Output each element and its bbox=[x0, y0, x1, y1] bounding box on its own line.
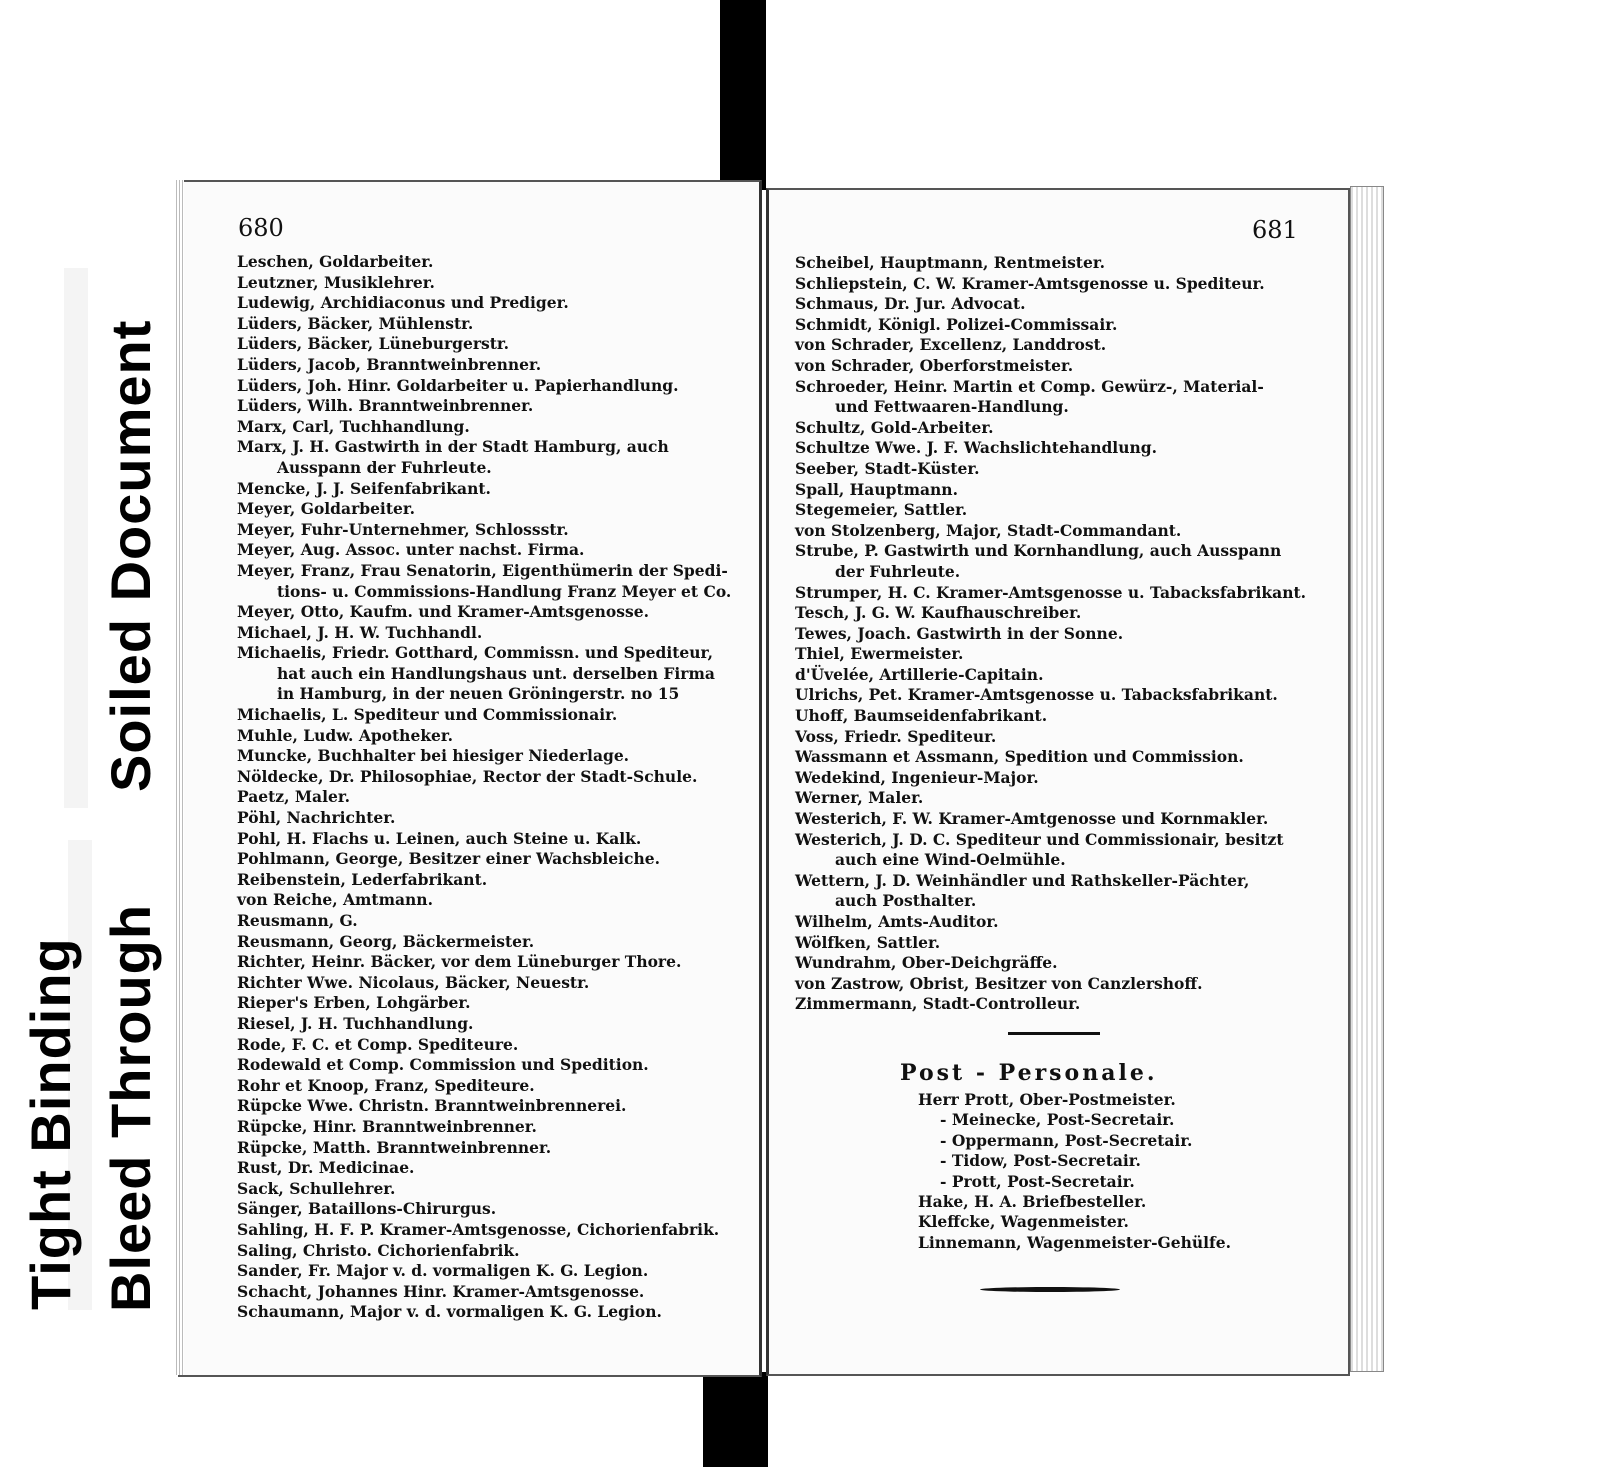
list-item: Rohr et Knoop, Franz, Spediteure. bbox=[237, 1075, 535, 1095]
list-item: Kleffcke, Wagenmeister. bbox=[918, 1212, 1129, 1232]
bleed-through-label: Bleed Through bbox=[99, 903, 162, 1312]
list-item: Rodewald et Comp. Commission und Spedition. bbox=[237, 1055, 649, 1075]
list-item: von Stolzenberg, Major, Stadt-Commandant. bbox=[795, 520, 1182, 540]
list-item-continuation: in Hamburg, in der neuen Gröningerstr. no 15 bbox=[277, 684, 680, 704]
list-item: Michaelis, L. Spediteur und Commissionair. bbox=[237, 705, 618, 725]
list-item: Wassmann et Assmann, Spedition und Commission. bbox=[795, 747, 1244, 767]
list-item-continuation: der Fuhrleute. bbox=[835, 561, 961, 581]
list-item: Paetz, Maler. bbox=[237, 787, 350, 807]
list-item: Mencke, J. J. Seifenfabrikant. bbox=[237, 478, 491, 498]
list-item: Pöhl, Nachrichter. bbox=[237, 808, 396, 828]
list-item: Pohl, H. Flachs u. Leinen, auch Steine u. Kalk. bbox=[237, 828, 642, 848]
list-item: Voss, Friedr. Spediteur. bbox=[795, 726, 997, 746]
list-item: Rust, Dr. Medicinae. bbox=[237, 1158, 415, 1178]
list-item: Rüpcke Wwe. Christn. Branntweinbrennerei. bbox=[237, 1096, 627, 1116]
list-item: Linnemann, Wagenmeister-Gehülfe. bbox=[918, 1232, 1231, 1252]
soiled-document-label: Soiled Document bbox=[99, 319, 162, 792]
list-item: Wedekind, Ingenieur-Major. bbox=[795, 767, 1039, 787]
list-item: Pohlmann, George, Besitzer einer Wachsbleiche. bbox=[237, 849, 660, 869]
list-item: Rieper's Erben, Lohgärber. bbox=[237, 993, 471, 1013]
list-item: Richter Wwe. Nicolaus, Bäcker, Neuestr. bbox=[237, 972, 590, 992]
list-item: Marx, Carl, Tuchhandlung. bbox=[237, 416, 470, 436]
list-item: Sänger, Bataillons-Chirurgus. bbox=[237, 1199, 497, 1219]
list-item: Zimmermann, Stadt-Controlleur. bbox=[795, 994, 1081, 1014]
list-item: Seeber, Stadt-Küster. bbox=[795, 458, 980, 478]
list-item: Lüders, Bäcker, Mühlenstr. bbox=[237, 313, 474, 333]
list-item: - Oppermann, Post-Secretair. bbox=[940, 1130, 1193, 1150]
list-item: Wilhelm, Amts-Auditor. bbox=[795, 912, 999, 931]
list-item: Rode, F. C. et Comp. Spediteure. bbox=[237, 1034, 519, 1054]
left-page-edge bbox=[176, 180, 184, 1375]
list-item-continuation: und Fettwaaren-Handlung. bbox=[835, 397, 1069, 417]
list-item: Scheibel, Hauptmann, Rentmeister. bbox=[795, 253, 1105, 272]
list-item: Riesel, J. H. Tuchhandlung. bbox=[237, 1013, 474, 1033]
list-item: Schultz, Gold-Arbeiter. bbox=[795, 417, 994, 437]
list-item: Wölfken, Sattler. bbox=[795, 932, 941, 952]
end-ornament bbox=[980, 1287, 1120, 1292]
list-item: Leutzner, Musiklehrer. bbox=[237, 272, 435, 292]
list-item: Lüders, Wilh. Branntweinbrenner. bbox=[237, 396, 534, 416]
right-page-edge bbox=[1350, 186, 1384, 1372]
list-item: Schliepstein, C. W. Kramer-Amtsgenosse u. Spediteur. bbox=[795, 273, 1265, 293]
list-item: d'Üvelée, Artillerie-Capitain. bbox=[795, 664, 1044, 684]
list-item: Schroeder, Heinr. Martin et Comp. Gewürz-, Material- bbox=[795, 376, 1264, 396]
list-item: Werner, Maler. bbox=[795, 788, 924, 808]
list-item: Meyer, Franz, Frau Senatorin, Eigenthümerin der Spedi- bbox=[237, 560, 728, 580]
list-item: Strube, P. Gastwirth und Kornhandlung, auch Ausspann bbox=[795, 541, 1282, 561]
list-item: Herr Prott, Ober-Postmeister. bbox=[918, 1090, 1176, 1109]
list-item: Nöldecke, Dr. Philosophiae, Rector der Stadt-Schule. bbox=[237, 766, 698, 786]
list-item: Reusmann, G. bbox=[237, 911, 358, 930]
list-item-continuation: auch eine Wind-Oelmühle. bbox=[835, 850, 1066, 870]
list-item: Schacht, Johannes Hinr. Kramer-Amtsgenosse. bbox=[237, 1281, 645, 1301]
list-item: Saling, Christo. Cichorienfabrik. bbox=[237, 1240, 520, 1260]
tight-binding-label: Tight Binding bbox=[19, 937, 82, 1310]
list-item: Tewes, Joach. Gastwirth in der Sonne. bbox=[795, 623, 1124, 643]
label-backdrop-upper bbox=[64, 268, 88, 808]
list-item: Leschen, Goldarbeiter. bbox=[237, 252, 434, 271]
list-item: - Meinecke, Post-Secretair. bbox=[940, 1110, 1175, 1130]
section-divider bbox=[1008, 1032, 1100, 1035]
list-item: Reusmann, Georg, Bäckermeister. bbox=[237, 931, 535, 951]
list-item: Meyer, Aug. Assoc. unter nachst. Firma. bbox=[237, 540, 585, 560]
list-item: Meyer, Otto, Kaufm. und Kramer-Amtsgenosse. bbox=[237, 602, 649, 622]
post-personale-list bbox=[918, 1090, 1231, 1253]
list-item: Meyer, Fuhr-Unternehmer, Schlossstr. bbox=[237, 519, 569, 539]
list-item: Westerich, J. D. C. Spediteur und Commissionair, besitzt bbox=[795, 829, 1284, 849]
list-item-continuation: tions- u. Commissions-Handlung Franz Meyer et Co. bbox=[277, 581, 732, 601]
list-item: Schmidt, Königl. Polizei-Commissair. bbox=[795, 314, 1118, 334]
list-item: Meyer, Goldarbeiter. bbox=[237, 499, 415, 519]
right-directory-list bbox=[795, 253, 1305, 1015]
list-item: Uhoff, Baumseidenfabrikant. bbox=[795, 706, 1048, 726]
list-item: - Tidow, Post-Secretair. bbox=[940, 1151, 1141, 1171]
list-item: Westerich, F. W. Kramer-Amtgenosse und Kornmakler. bbox=[795, 809, 1269, 829]
list-item: Thiel, Ewermeister. bbox=[795, 644, 964, 664]
list-item: Michael, J. H. W. Tuchhandl. bbox=[237, 622, 483, 642]
list-item: Richter, Heinr. Bäcker, vor dem Lüneburger Thore. bbox=[237, 952, 682, 972]
list-item: Spall, Hauptmann. bbox=[795, 479, 958, 499]
list-item-continuation: auch Posthalter. bbox=[835, 891, 977, 911]
binding-strip-top bbox=[720, 0, 766, 190]
list-item: Stegemeier, Sattler. bbox=[795, 500, 968, 520]
post-personale-heading: Post - Personale. bbox=[900, 1060, 1158, 1086]
list-item: Sack, Schullehrer. bbox=[237, 1178, 396, 1198]
list-item: von Reiche, Amtmann. bbox=[237, 890, 433, 910]
list-item: Marx, J. H. Gastwirth in der Stadt Hamburg, auch bbox=[237, 437, 669, 457]
list-item: Schmaus, Dr. Jur. Advocat. bbox=[795, 294, 1026, 314]
list-item: Lüders, Jacob, Branntweinbrenner. bbox=[237, 354, 542, 374]
list-item: Reibenstein, Lederfabrikant. bbox=[237, 869, 488, 889]
list-item: von Schrader, Oberforstmeister. bbox=[795, 355, 1074, 375]
list-item: Rüpcke, Matth. Branntweinbrenner. bbox=[237, 1137, 552, 1157]
list-item: Sander, Fr. Major v. d. vormaligen K. G. Legion. bbox=[237, 1261, 649, 1281]
list-item: Tesch, J. G. W. Kaufhauschreiber. bbox=[795, 603, 1082, 623]
list-item: Wettern, J. D. Weinhändler und Rathskeller-Pächter, bbox=[795, 870, 1250, 890]
list-item: Sahling, H. F. P. Kramer-Amtsgenosse, Cichorienfabrik. bbox=[237, 1219, 720, 1239]
list-item: Hake, H. A. Briefbesteller. bbox=[918, 1192, 1147, 1212]
list-item: von Zastrow, Obrist, Besitzer von Canzlershoff. bbox=[795, 973, 1203, 993]
list-item-continuation: Ausspann der Fuhrleute. bbox=[277, 457, 492, 477]
list-item: Strumper, H. C. Kramer-Amtsgenosse u. Tabacksfabrikant. bbox=[795, 582, 1307, 602]
left-directory-list bbox=[237, 252, 737, 1323]
list-item: Wundrahm, Ober-Deichgräffe. bbox=[795, 953, 1058, 973]
list-item: Lüders, Joh. Hinr. Goldarbeiter u. Papierhandlung. bbox=[237, 375, 679, 395]
list-item: Schaumann, Major v. d. vormaligen K. G. Legion. bbox=[237, 1302, 662, 1322]
binding-strip-bottom bbox=[703, 1372, 768, 1467]
list-item: Muhle, Ludw. Apotheker. bbox=[237, 725, 454, 745]
left-page-number: 680 bbox=[238, 214, 284, 242]
list-item: Muncke, Buchhalter bei hiesiger Niederlage. bbox=[237, 746, 630, 766]
list-item: - Prott, Post-Secretair. bbox=[940, 1171, 1135, 1191]
list-item: Michaelis, Friedr. Gotthard, Commissn. und Spediteur, bbox=[237, 643, 713, 663]
list-item-continuation: hat auch ein Handlungshaus unt. derselben Firma bbox=[277, 663, 715, 683]
list-item: Rüpcke, Hinr. Branntweinbrenner. bbox=[237, 1116, 537, 1136]
list-item: Ludewig, Archidiaconus und Prediger. bbox=[237, 293, 569, 313]
right-page-number: 681 bbox=[1252, 216, 1298, 244]
list-item: Lüders, Bäcker, Lüneburgerstr. bbox=[237, 334, 510, 354]
list-item: Schultze Wwe. J. F. Wachslichtehandlung. bbox=[795, 438, 1157, 458]
list-item: von Schrader, Excellenz, Landdrost. bbox=[795, 335, 1107, 355]
list-item: Ulrichs, Pet. Kramer-Amtsgenosse u. Tabacksfabrikant. bbox=[795, 685, 1278, 705]
